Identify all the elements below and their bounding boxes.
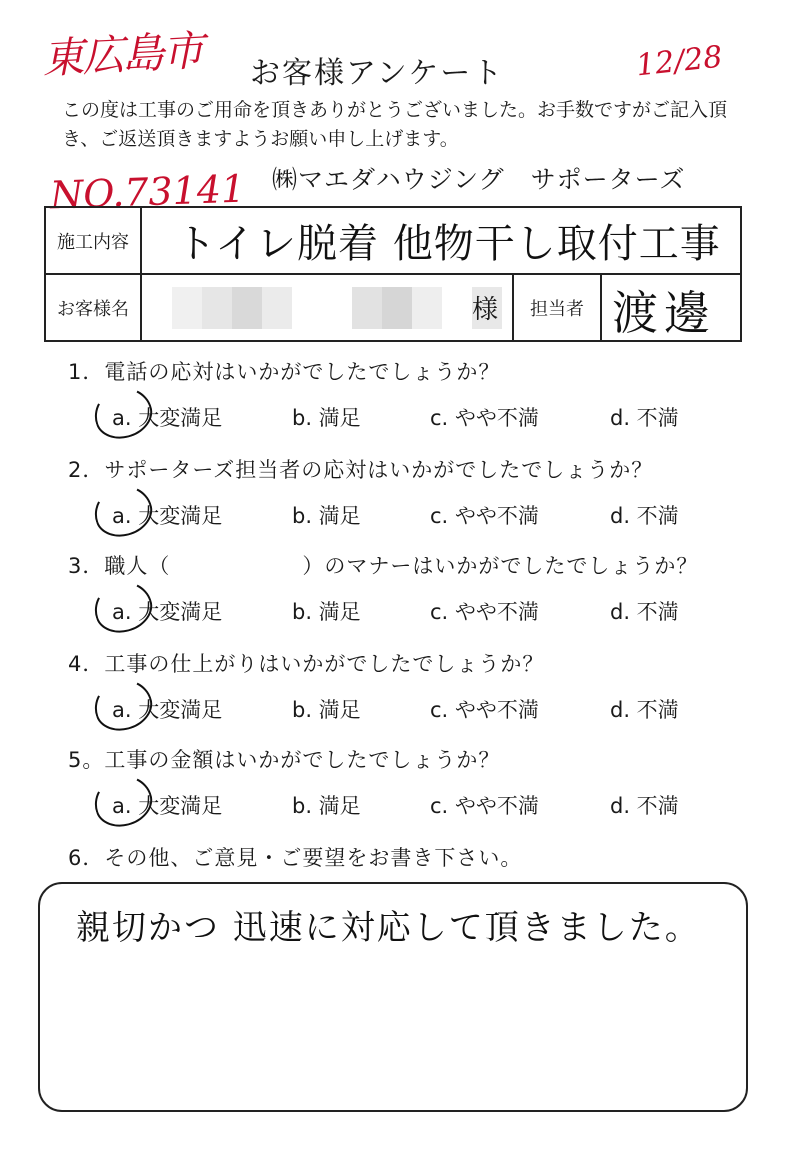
redaction-block bbox=[412, 287, 442, 329]
company-name: ㈱マエダハウジング サポーターズ bbox=[272, 165, 686, 194]
redaction-block bbox=[262, 287, 292, 329]
question-2: 2．サポーターズ担当者の応対はいかがでしたでしょうか？ bbox=[68, 458, 654, 482]
option-c[interactable]: c. やや不満 bbox=[430, 794, 539, 818]
comment-text: 親切かつ 迅速に対応して頂きました。 bbox=[76, 908, 701, 948]
options-2 bbox=[112, 500, 712, 534]
option-d[interactable]: d. 不満 bbox=[610, 698, 679, 722]
options-1 bbox=[112, 402, 712, 436]
option-d[interactable]: d. 不満 bbox=[610, 600, 679, 624]
redaction-block bbox=[292, 287, 322, 329]
city-handwritten: 東広島市 bbox=[40, 25, 204, 84]
option-c[interactable]: c. やや不満 bbox=[430, 406, 539, 430]
option-c[interactable]: c. やや不満 bbox=[430, 600, 539, 624]
option-b[interactable]: b. 満足 bbox=[292, 600, 361, 624]
redaction-block bbox=[202, 287, 232, 329]
question-4: 4．工事の仕上がりはいかがでしたでしょうか？ bbox=[68, 652, 545, 676]
option-a[interactable]: a. 大変満足 bbox=[112, 504, 223, 528]
question-5: 5。工事の金額はいかがでしたでしょうか？ bbox=[68, 748, 501, 772]
staff-value: 渡邊 bbox=[612, 286, 716, 340]
options-3 bbox=[112, 596, 712, 630]
work-value: トイレ脱着 他物干し取付工事 bbox=[176, 221, 721, 267]
customer-label: お客様名 bbox=[46, 275, 142, 340]
option-a[interactable]: a. 大変満足 bbox=[112, 698, 223, 722]
redaction-block bbox=[232, 287, 262, 329]
option-a[interactable]: a. 大変満足 bbox=[112, 406, 223, 430]
intro-text: この度は工事のご用命を頂きありがとうございました。お手数ですがご記入頂き、ご返送頂きますようお願い申し上げます。 bbox=[62, 99, 728, 150]
question-1: 1．電話の応対はいかがでしたでしょうか？ bbox=[68, 360, 501, 384]
option-d[interactable]: d. 不満 bbox=[610, 504, 679, 528]
option-b[interactable]: b. 満足 bbox=[292, 504, 361, 528]
question-6: 6．その他、ご意見・ご要望をお書き下さい。 bbox=[68, 846, 523, 870]
option-b[interactable]: b. 満足 bbox=[292, 698, 361, 722]
info-table bbox=[44, 206, 742, 342]
option-a[interactable]: a. 大変満足 bbox=[112, 600, 223, 624]
comment-box[interactable] bbox=[38, 882, 748, 1112]
redaction-block bbox=[352, 287, 382, 329]
redaction-block bbox=[382, 287, 412, 329]
option-c[interactable]: c. やや不満 bbox=[430, 504, 539, 528]
option-a[interactable]: a. 大変満足 bbox=[112, 794, 223, 818]
page-title: お客様アンケート bbox=[250, 56, 505, 91]
work-row bbox=[46, 208, 740, 275]
options-5 bbox=[112, 790, 712, 824]
customer-suffix: 様 bbox=[472, 295, 499, 325]
customer-name-redacted bbox=[172, 287, 502, 329]
option-d[interactable]: d. 不満 bbox=[610, 794, 679, 818]
redaction-block bbox=[172, 287, 202, 329]
redaction-block bbox=[442, 287, 472, 329]
work-label: 施工内容 bbox=[46, 208, 142, 273]
redaction-block bbox=[322, 287, 352, 329]
option-b[interactable]: b. 満足 bbox=[292, 794, 361, 818]
date-handwritten: 12/28 bbox=[634, 39, 725, 84]
option-c[interactable]: c. やや不満 bbox=[430, 698, 539, 722]
customer-row bbox=[46, 275, 740, 340]
options-4 bbox=[112, 694, 712, 728]
question-3: 3．職人（ ）のマナーはいかがでしたでしょうか？ bbox=[68, 554, 699, 578]
option-d[interactable]: d. 不満 bbox=[610, 406, 679, 430]
number-handwritten: NO.73141 bbox=[49, 166, 246, 218]
option-b[interactable]: b. 満足 bbox=[292, 406, 361, 430]
staff-label: 担当者 bbox=[512, 275, 602, 340]
